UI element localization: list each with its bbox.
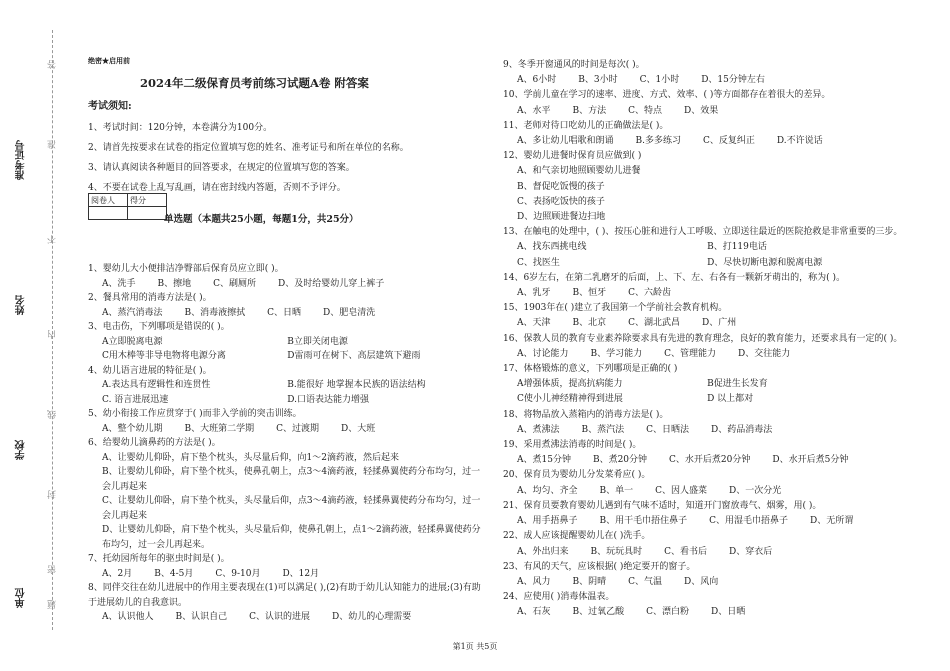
- question-item: [503, 332, 913, 362]
- option-row: [503, 453, 913, 468]
- question-text: 1、婴幼儿大小便排洁净臀部后保育员应立即( )。: [88, 264, 284, 274]
- reviewer-blank: [89, 207, 128, 220]
- option-row: [503, 575, 913, 590]
- option: B、方法: [572, 105, 607, 116]
- option-line: C、让婴幼儿仰卧，肩下垫个枕头，头尽量后仰，点3～4滴药液，轻揉鼻翼使药分布均匀，过一会儿再起来: [102, 496, 481, 521]
- school-label: 学校: [16, 440, 27, 460]
- question-text: 8、同伴交往在幼儿进展中的作用主要表现在(1)可以满足( ),(2)有助于幼儿认知能力的进展;(3)有助于进展幼儿的自我意识。: [88, 583, 481, 608]
- option: B立即关闭电源: [287, 336, 348, 347]
- option: D 以上都对: [707, 394, 754, 405]
- question-text: 24、应使用( )消毒体温表。: [503, 592, 615, 603]
- option: B、3小时: [578, 75, 618, 86]
- question-text: 10、学前儿童在学习的速率、进度、方式、效率、( )等方面都存在着很大的差异。: [503, 90, 831, 101]
- option: A、整个幼儿期: [102, 423, 163, 434]
- score-blank: [128, 207, 167, 220]
- option: C、刷厕所: [213, 278, 257, 289]
- option: D、幼儿的心理需要: [332, 612, 412, 622]
- option: D、一次分光: [729, 485, 782, 496]
- option-row: [503, 73, 913, 88]
- option: A、天津: [517, 318, 551, 329]
- notice-list: [88, 118, 483, 198]
- question-text: 7、托幼园所每年的驱虫时间是( )。: [88, 554, 230, 564]
- option: A、外出归来: [517, 546, 569, 557]
- notice-item: 4、不要在试卷上乱写乱画，请在密封线内答题，否则不予评分。: [88, 183, 346, 193]
- option-line: B、督促吃饭慢的孩子: [517, 181, 605, 192]
- page-title: 2024年二级保育员考前练习试题A卷 附答案: [140, 76, 369, 90]
- question-text: 15、1903年在( )建立了我国第一个学前社会教育机构。: [503, 303, 728, 314]
- option: C、反复纠正: [703, 136, 755, 147]
- option: C、漂白粉: [646, 607, 690, 618]
- question-text: 6、给婴幼儿滴鼻药的方法是( )。: [88, 438, 221, 448]
- option-row: [503, 545, 913, 560]
- seal-mark: 准: [48, 140, 58, 149]
- option: C. 语言进展迅速: [102, 394, 169, 405]
- notice-item: 2、请首先按要求在试卷的指定位置填写您的姓名、准考证号和所在单位的名称。: [88, 143, 409, 153]
- option: D、12月: [282, 568, 320, 579]
- question-text: 5、幼小衔接工作应贯穿于( )而非入学前的突击训练。: [88, 409, 302, 419]
- option-row: [503, 316, 913, 331]
- question-item: [88, 436, 488, 552]
- option: C、因人盛菜: [655, 485, 708, 496]
- option: D、尽快切断电源和脱离电源: [707, 257, 823, 268]
- option: C、认识的进展: [249, 612, 311, 622]
- question-item: [503, 149, 913, 225]
- option-row: [503, 286, 913, 301]
- exam-number-label: 准考证号: [16, 140, 27, 180]
- question-item: [503, 301, 913, 331]
- option: B.能很好 地掌握本民族的语法结构: [287, 380, 426, 390]
- notice-heading: 考试须知:: [88, 101, 132, 112]
- option-grid: [88, 378, 488, 407]
- option: A、认识他人: [102, 612, 154, 622]
- option: A、讨论能力: [517, 348, 569, 359]
- name-label: 姓名: [16, 295, 27, 315]
- option: C、过渡期: [276, 423, 320, 434]
- option: C、气温: [628, 576, 663, 587]
- option: B、单一: [599, 485, 634, 496]
- option: D、交往能力: [738, 348, 791, 359]
- option-row: [88, 422, 488, 437]
- option: D.口语表达能力增强: [287, 394, 370, 405]
- option-row: [503, 104, 913, 119]
- option-line: D、边照顾进餐边扫地: [517, 212, 606, 223]
- option-line: D、让婴幼儿仰卧，肩下垫个枕头，头尽量后仰，使鼻孔朝上，点1～2滴药液，轻揉鼻翼使药分布均匀，过一会儿再起来。: [102, 525, 481, 550]
- secret-label: 绝密★启用前: [88, 56, 130, 65]
- question-text: 4、幼儿语言进展的特征是( )。: [88, 365, 212, 376]
- question-item: [503, 529, 913, 559]
- question-item: [503, 225, 913, 271]
- question-item: [503, 499, 913, 529]
- option: D、穿衣后: [729, 546, 773, 557]
- option: C、1小时: [639, 75, 680, 86]
- option: B、4-5月: [154, 568, 194, 579]
- option: A、2月: [102, 568, 133, 579]
- option: D、水开后煮5分钟: [772, 455, 849, 466]
- option: A、乳牙: [517, 288, 551, 299]
- option: D、日晒: [711, 607, 746, 618]
- notice-item: 1、考试时间：120分钟，本卷满分为100分。: [88, 123, 273, 133]
- question-text: 9、冬季开窗通风的时间是每次( )。: [503, 60, 645, 70]
- option: B.多多练习: [635, 136, 681, 147]
- option-row: [503, 605, 913, 620]
- option: A、煮沸法: [517, 424, 560, 435]
- option: B、蒸汽法: [581, 424, 625, 435]
- question-text: 17、体格锻炼的意义，下列哪项是正确的( ): [503, 364, 678, 375]
- option: A.表达具有逻辑性和连贯性: [102, 380, 211, 390]
- section-title: 单选题（本题共25小题，每题1分，共25分）: [164, 214, 359, 225]
- page-footer: 第1页 共5页: [452, 642, 498, 651]
- option: B、擦地: [157, 278, 192, 289]
- option-line: B、让婴幼儿仰卧，肩下垫个枕头，使鼻孔朝上，点3～4滴药液，轻揉鼻翼使药分布均匀，过一会儿再起来: [102, 467, 481, 492]
- option-row: [503, 514, 913, 529]
- option: A、风力: [517, 576, 551, 587]
- seal-mark: 内: [48, 330, 58, 339]
- option: A、蒸汽消毒法: [102, 307, 163, 318]
- question-text: 12、婴幼儿进餐时保育员应做到( ): [503, 151, 642, 162]
- option: A增强体质，提高抗病能力: [517, 379, 623, 390]
- notice-item: 3、请认真阅读各种题目的回答要求，在规定的位置填写您的答案。: [88, 163, 355, 173]
- option-row: [88, 567, 488, 582]
- option-grid: [503, 240, 913, 270]
- option: C、水开后煮20分钟: [669, 455, 751, 466]
- question-item: [503, 590, 913, 620]
- option: D、药品消毒法: [711, 424, 773, 435]
- option-grid: [88, 335, 488, 364]
- seal-mark: 密: [48, 565, 58, 574]
- option: D、广州: [702, 318, 737, 329]
- option: B、过氧乙酸: [572, 607, 625, 618]
- option: D、无所谓: [810, 516, 854, 527]
- option: C、用湿毛巾捂鼻子: [709, 516, 789, 527]
- option: B、消毒液擦拭: [184, 307, 246, 318]
- right-question-column: [503, 58, 913, 621]
- option-line: A、让婴幼儿仰卧，肩下垫个枕头，头尽量后仰，向1～2滴药液，然后起来: [102, 452, 399, 463]
- option-row: [503, 423, 913, 438]
- option: D、效果: [684, 105, 719, 116]
- option: B、北京: [572, 318, 607, 329]
- option: A、水平: [517, 105, 551, 116]
- question-item: [88, 364, 488, 408]
- question-item: [88, 320, 488, 364]
- option-line: A、和气亲切地照顾婴幼儿进餐: [517, 166, 641, 177]
- option-row: [503, 347, 913, 362]
- option-grid: [503, 377, 913, 407]
- question-item: [88, 291, 488, 320]
- option: A、用手捂鼻子: [517, 516, 578, 527]
- question-item: [503, 58, 913, 88]
- question-item: [503, 271, 913, 301]
- option: C、找医生: [517, 257, 560, 268]
- option: B、玩玩具时: [590, 546, 643, 557]
- question-item: [503, 362, 913, 408]
- option: D、风向: [684, 576, 719, 587]
- unit-label: 单位: [16, 588, 27, 608]
- question-text: 14、6岁左右，在第二乳磨牙的后面，上、下、左、右各有一颗新牙萌出的，称为( )。: [503, 272, 846, 283]
- option: D、大班: [341, 423, 376, 434]
- question-item: [88, 552, 488, 581]
- option: A、洗手: [102, 278, 136, 289]
- question-text: 19、采用煮沸法消毒的时间是( )。: [503, 440, 642, 451]
- seal-mark: 封: [48, 490, 58, 499]
- option-row: [503, 134, 913, 149]
- option: B、大班第二学期: [184, 423, 255, 434]
- score-cell: 得分: [128, 194, 167, 207]
- question-item: [88, 581, 488, 625]
- option-line: C、表扬吃饭快的孩子: [517, 196, 605, 207]
- option-row: [88, 306, 488, 321]
- option: D、及时给婴幼儿穿上裤子: [278, 278, 385, 289]
- question-text: 23、有风的天气，应该根据( )绝定要开的窗子。: [503, 561, 696, 572]
- option: A、煮15分钟: [517, 455, 571, 466]
- option: C用木棒等非导电物将电源分离: [102, 351, 226, 361]
- option: B、认识自己: [175, 612, 228, 622]
- question-item: [503, 88, 913, 118]
- binding-margin: [0, 0, 62, 671]
- question-text: 11、老师对待口吃幼儿的正确做法是( )。: [503, 120, 669, 131]
- option: B、恒牙: [572, 288, 607, 299]
- option: A、均匀、齐全: [517, 485, 578, 496]
- option: B、打119电话: [707, 242, 767, 253]
- option: B、阴晴: [572, 576, 607, 587]
- question-text: 22、成人应该提醒婴幼儿在( )洗手。: [503, 531, 651, 542]
- option: B、用干毛巾捂住鼻子: [599, 516, 688, 527]
- question-item: [503, 468, 913, 498]
- option: D.不许说话: [776, 136, 823, 147]
- option-row: [88, 610, 488, 625]
- question-text: 3、电击伤，下列哪项是错误的( )。: [88, 322, 230, 332]
- seal-mark: 线: [48, 410, 58, 419]
- option: C、日晒法: [646, 424, 690, 435]
- option: B、学习能力: [590, 348, 643, 359]
- question-item: [503, 119, 913, 149]
- question-text: 13、在触电的处理中，( )、按压心脏和进行人工呼吸、立即送往最近的医院抢救是非常重要的三步。: [503, 227, 903, 238]
- question-item: [503, 560, 913, 590]
- option: D雷雨可在树下、高层建筑下避雨: [287, 351, 421, 361]
- question-item: [503, 438, 913, 468]
- option: C、日晒: [267, 307, 302, 318]
- option: B促进生长发育: [707, 379, 768, 390]
- option: C、湖北武昌: [628, 318, 681, 329]
- question-text: 21、保育员要教育婴幼儿遇到有气味不适时，知道开门窗放毒气、烟雾，用( )。: [503, 500, 822, 511]
- question-item: [503, 408, 913, 438]
- seal-mark: 题: [48, 600, 58, 609]
- option: C、特点: [628, 105, 663, 116]
- question-text: 2、餐具常用的消毒方法是( )。: [88, 293, 212, 303]
- option-row: [88, 277, 488, 292]
- reviewer-cell: 阅卷人: [89, 194, 128, 207]
- left-question-column: [88, 262, 488, 625]
- option: C、管理能力: [664, 348, 717, 359]
- option: A、石灰: [517, 607, 551, 618]
- option: D、肥皂清洗: [323, 307, 376, 318]
- seal-mark: 不: [48, 235, 58, 244]
- option: A、找东西挑电线: [517, 242, 587, 253]
- option: A立即脱离电源: [102, 336, 163, 347]
- question-text: 18、将物品放入蒸箱内的消毒方法是( )。: [503, 409, 669, 420]
- question-item: [88, 407, 488, 436]
- question-text: 16、保教人员的教育专业素养除要求具有先进的教育理念，良好的教育能力，还要求具有一定的( )。: [503, 333, 903, 344]
- option: A、6小时: [517, 75, 557, 86]
- option: C、9-10月: [215, 568, 261, 579]
- question-item: [88, 262, 488, 291]
- option: A、多让幼儿唱歌和朗诵: [517, 136, 614, 147]
- option: C使小儿神经精神得到进展: [517, 394, 623, 405]
- option: C、看书后: [664, 546, 708, 557]
- option-row: [503, 484, 913, 499]
- seal-mark: 答: [48, 60, 58, 69]
- option: B、煮20分钟: [592, 455, 648, 466]
- question-text: 20、保育员为婴幼儿分发菜肴应( )。: [503, 470, 651, 481]
- option: D、15分钟左右: [701, 75, 765, 86]
- score-table: [88, 193, 167, 220]
- option: C、六龄齿: [628, 288, 672, 299]
